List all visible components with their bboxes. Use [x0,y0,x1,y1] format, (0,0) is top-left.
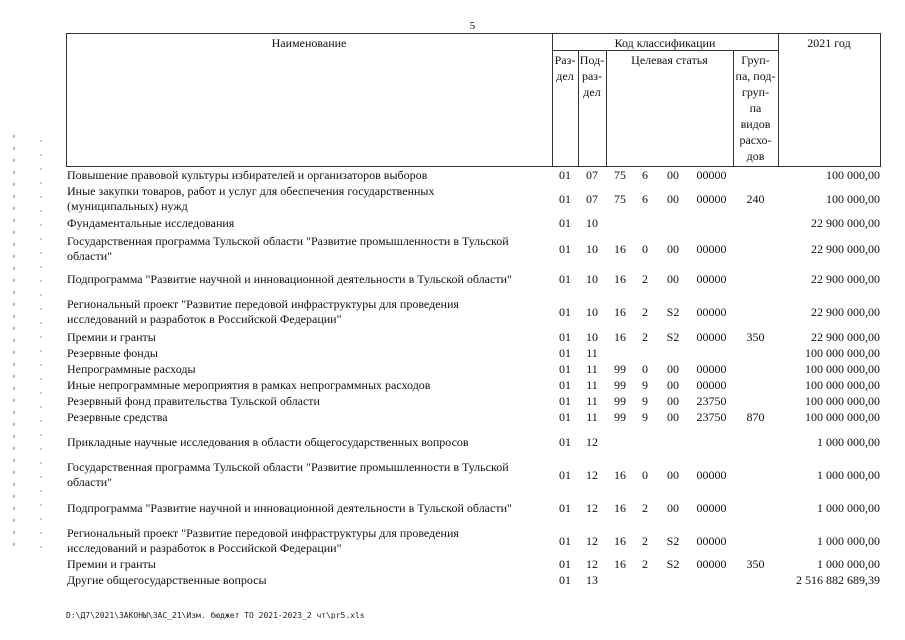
code-cell-p: 11 [586,362,598,376]
code-cell-r: 01 [559,468,571,482]
code-cell-t2: 2 [642,305,648,319]
code-cell-t1: 16 [614,468,626,482]
code-cell-t3: 00 [667,501,679,515]
code-cell-t2: 6 [642,168,648,182]
row-name: Премии и гранты [67,330,156,344]
file-path-footer: D:\Д7\2021\ЗАКОНЫ\ЗАС_21\Изм. бюджет ТО 2021-2023_2 чт\pr5.xls [66,611,365,620]
code-cell-t1: 16 [614,557,626,571]
code-cell-p: 12 [586,557,598,571]
code-cell-p: 12 [586,534,598,548]
table-row [0,410,905,426]
row-name: Региональный проект "Развитие передовой инфраструктуры для проведения исследований и разработок в Российской Федерации" [67,526,459,555]
code-cell-r: 01 [559,573,571,587]
code-cell-t3: 00 [667,362,679,376]
code-cell-r: 01 [559,272,571,286]
code-cell-t1: 16 [614,330,626,344]
code-cell-p: 12 [586,501,598,515]
table-row [0,501,905,517]
code-cell-r: 01 [559,216,571,230]
table-row [0,526,905,558]
header-year: 2021 год [807,36,851,50]
table-row [0,272,905,288]
code-cell-r: 01 [559,501,571,515]
code-cell-t4: 00000 [696,501,727,515]
code-cell-t3: S2 [666,557,680,571]
row-name: Премии и гранты [67,557,156,571]
code-cell-p: 10 [586,216,598,230]
code-cell-t3: S2 [666,534,680,548]
row-name: Подпрограмма "Развитие научной и инновационной деятельности в Тульской области" [67,272,512,286]
header-code: Код классификации [614,36,716,50]
row-name: Региональный проект "Развитие передовой инфраструктуры для проведения исследований и разработок в Российской Федерации" [67,297,459,326]
header-razdel: Раз- дел [554,53,576,83]
amount-cell: 1 000 000,00 [817,468,880,482]
code-cell-t4: 00000 [696,534,727,548]
table-row [0,557,905,573]
code-cell-t4: 23750 [696,410,727,424]
table-row [0,435,905,451]
code-cell-p: 11 [586,410,598,424]
code-cell-t1: 99 [614,410,626,424]
code-cell-t2: 9 [642,378,648,392]
code-cell-r: 01 [559,410,571,424]
table-row [0,460,905,492]
amount-cell: 100 000,00 [826,168,880,182]
code-cell-p: 10 [586,272,598,286]
code-cell-t4: 00000 [696,272,727,286]
code-cell-t3: 00 [667,410,679,424]
row-name: Фундаментальные исследования [67,216,235,230]
code-cell-r: 01 [559,378,571,392]
amount-cell: 100 000 000,00 [805,378,880,392]
code-cell-t1: 16 [614,272,626,286]
table-row [0,573,905,589]
code-cell-p: 11 [586,394,598,408]
table-row [0,168,905,184]
code-cell-t1: 75 [614,168,626,182]
code-cell-t3: 00 [667,394,679,408]
code-cell-r: 01 [559,435,571,449]
row-name: Государственная программа Тульской области "Развитие промышленности в Тульской области" [67,460,509,489]
code-cell-t2: 0 [642,468,648,482]
code-cell-p: 11 [586,346,598,360]
code-cell-t4: 00000 [696,242,727,256]
code-cell-r: 01 [559,394,571,408]
code-cell-p: 10 [586,330,598,344]
row-name: Повышение правовой культуры избирателей и организаторов выборов [67,168,428,182]
code-cell-p: 12 [586,435,598,449]
code-cell-t4: 00000 [696,305,727,319]
amount-cell: 22 900 000,00 [811,305,880,319]
amount-cell: 100 000 000,00 [805,394,880,408]
code-cell-t4: 00000 [696,168,727,182]
table-row [0,346,905,362]
amount-cell: 1 000 000,00 [817,501,880,515]
code-cell-t2: 0 [642,242,648,256]
row-name: Прикладные научные исследования в области общегосударственных вопросов [67,435,469,449]
code-cell-g: 240 [746,192,765,206]
code-cell-r: 01 [559,305,571,319]
header-name: Наименование [271,36,347,50]
row-name: Резервные средства [67,410,168,424]
amount-cell: 22 900 000,00 [811,216,880,230]
code-cell-p: 11 [586,378,598,392]
table-row [0,394,905,410]
row-name: Резервные фонды [67,346,158,360]
code-cell-t1: 99 [614,362,626,376]
table-row [0,378,905,394]
header-target: Целевая статья [631,53,708,67]
code-cell-g: 350 [746,330,765,344]
code-cell-r: 01 [559,330,571,344]
code-cell-r: 01 [559,168,571,182]
code-cell-r: 01 [559,557,571,571]
code-cell-g: 350 [746,557,765,571]
code-cell-t1: 16 [614,501,626,515]
amount-cell: 22 900 000,00 [811,330,880,344]
code-cell-t2: 2 [642,557,648,571]
header-podrazdel: Под- раз- дел [579,53,605,99]
code-cell-t1: 16 [614,305,626,319]
code-cell-t1: 99 [614,394,626,408]
row-name: Резервный фонд правительства Тульской области [67,394,320,408]
code-cell-t4: 00000 [696,557,727,571]
code-cell-t4: 00000 [696,192,727,206]
code-cell-t1: 75 [614,192,626,206]
code-cell-r: 01 [559,362,571,376]
page-number: 5 [469,20,476,32]
amount-cell: 1 000 000,00 [817,534,880,548]
code-cell-r: 01 [559,346,571,360]
amount-cell: 2 516 882 689,39 [796,573,880,587]
table-row [0,330,905,346]
code-cell-p: 10 [586,242,598,256]
code-cell-t2: 2 [642,272,648,286]
code-cell-t3: 00 [667,378,679,392]
amount-cell: 100 000 000,00 [805,410,880,424]
row-name: Государственная программа Тульской области "Развитие промышленности в Тульской области" [67,234,509,263]
code-cell-r: 01 [559,534,571,548]
code-cell-r: 01 [559,192,571,206]
code-cell-t2: 9 [642,410,648,424]
amount-cell: 22 900 000,00 [811,272,880,286]
row-name: Подпрограмма "Развитие научной и инновационной деятельности в Тульской области" [67,501,512,515]
table-row [0,362,905,378]
amount-cell: 22 900 000,00 [811,242,880,256]
code-cell-t1: 99 [614,378,626,392]
row-name: Иные непрограммные мероприятия в рамках непрограммных расходов [67,378,431,392]
code-cell-t3: 00 [667,272,679,286]
code-cell-t2: 2 [642,534,648,548]
code-cell-t4: 00000 [696,468,727,482]
code-cell-t3: 00 [667,168,679,182]
code-cell-t1: 16 [614,242,626,256]
code-cell-t3: 00 [667,468,679,482]
code-cell-t2: 6 [642,192,648,206]
code-cell-r: 01 [559,242,571,256]
code-cell-t4: 23750 [696,394,727,408]
code-cell-p: 07 [586,192,598,206]
code-cell-g: 870 [746,410,765,424]
row-name: Непрограммные расходы [67,362,196,376]
amount-cell: 100 000 000,00 [805,362,880,376]
code-cell-p: 13 [586,573,598,587]
table-row [0,216,905,232]
code-cell-p: 10 [586,305,598,319]
code-cell-t2: 0 [642,362,648,376]
code-cell-t4: 00000 [696,362,727,376]
code-cell-t4: 00000 [696,330,727,344]
amount-cell: 1 000 000,00 [817,557,880,571]
code-cell-t3: 00 [667,192,679,206]
code-cell-t3: S2 [666,330,680,344]
code-cell-t4: 00000 [696,378,727,392]
code-cell-t2: 9 [642,394,648,408]
table-row [0,184,905,216]
amount-cell: 1 000 000,00 [817,435,880,449]
code-cell-p: 07 [586,168,598,182]
header-group: Груп- па, под- груп- па видов расхо- дов [735,53,776,163]
code-cell-t2: 2 [642,330,648,344]
table-row [0,234,905,266]
row-name: Другие общегосударственные вопросы [67,573,267,587]
amount-cell: 100 000 000,00 [805,346,880,360]
code-cell-t3: S2 [666,305,680,319]
code-cell-p: 12 [586,468,598,482]
amount-cell: 100 000,00 [826,192,880,206]
row-name: Иные закупки товаров, работ и услуг для обеспечения государственных (муниципальных) нужд [67,184,435,213]
code-cell-t1: 16 [614,534,626,548]
code-cell-t3: 00 [667,242,679,256]
table-row [0,297,905,329]
code-cell-t2: 2 [642,501,648,515]
